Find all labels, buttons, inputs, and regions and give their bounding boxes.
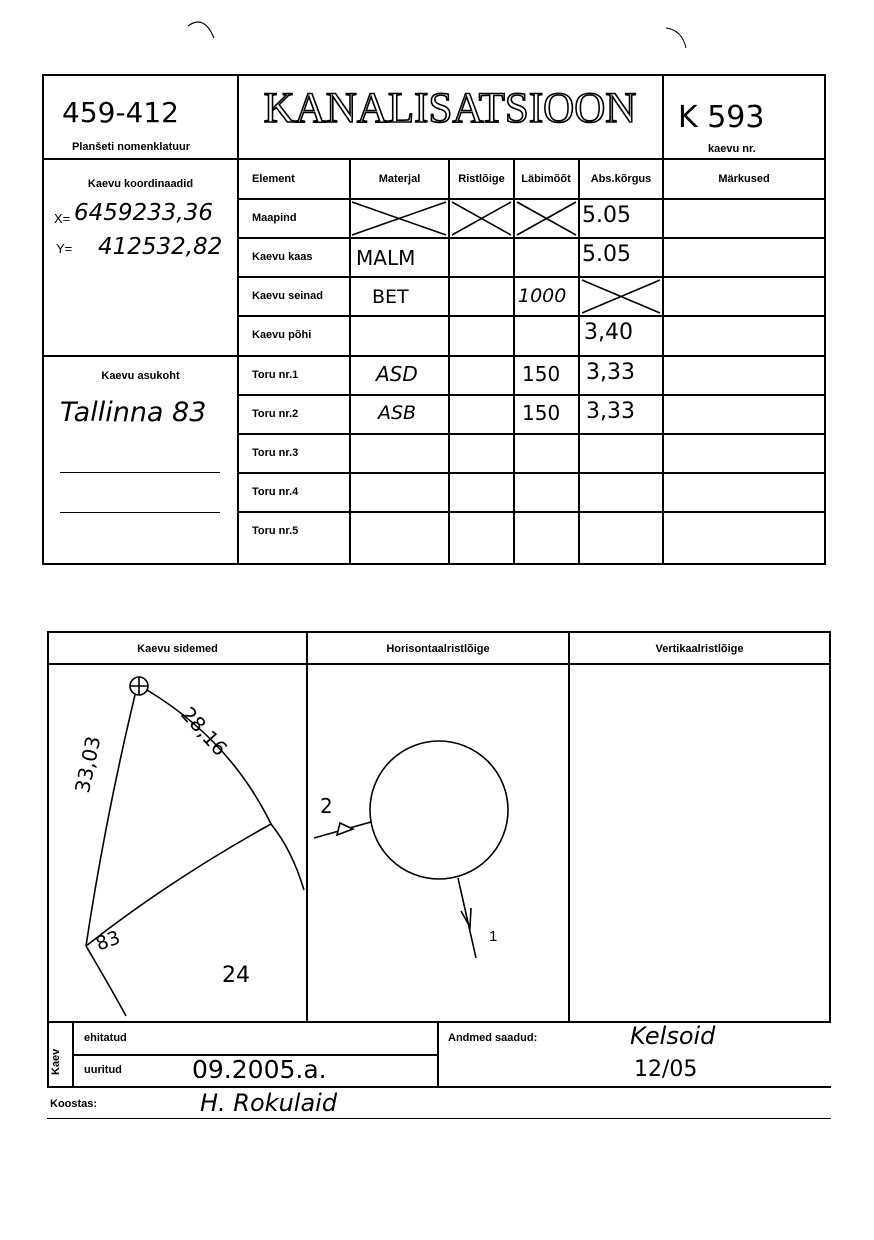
coordinates-label: Kaevu koordinaadid — [87, 178, 194, 190]
tie-line-left — [86, 695, 135, 946]
form-title: KANALISATSIOON — [263, 85, 637, 132]
footer-side-label: Kaev — [50, 1048, 62, 1075]
surveyed-value: 09.2005.a. — [192, 1055, 327, 1084]
well-number-value: K 593 — [678, 100, 765, 135]
cell-bottom-abs: 3,40 — [584, 320, 633, 345]
tie-line-extension — [271, 824, 304, 890]
dim-28-16: 28,16 — [176, 702, 233, 761]
dim-33-03: 33,03 — [70, 733, 106, 795]
cell-ground-abs: 5.05 — [582, 203, 631, 228]
sketch-header-links: Kaevu sidemed — [137, 643, 218, 655]
data-received-date: 12/05 — [634, 1057, 698, 1082]
row-label-cover: Kaevu kaas — [252, 251, 313, 263]
data-received-label: Andmed saadud: — [448, 1032, 538, 1044]
header-notes: Märkused — [718, 173, 770, 185]
cell-pipe1-material: ASD — [376, 362, 418, 386]
cell-cover-material: MALM — [356, 246, 416, 270]
row-label-pipe-2: Toru nr.2 — [252, 408, 299, 420]
well-circle — [370, 741, 508, 879]
surveyed-label: uuritud — [84, 1064, 122, 1076]
compiled-label: Koostas: — [50, 1098, 98, 1110]
row-label-pipe-5: Toru nr.5 — [252, 525, 299, 537]
row-label-walls: Kaevu seinad — [252, 290, 323, 302]
cell-cover-abs: 5.05 — [582, 242, 631, 267]
row-label-bottom: Kaevu põhi — [252, 329, 312, 341]
header-material: Materjal — [378, 173, 421, 185]
row-label-pipe-4: Toru nr.4 — [252, 486, 299, 498]
location-label: Kaevu asukoht — [101, 370, 180, 382]
location-value: Tallinna 83 — [60, 397, 207, 428]
header-cross-section: Ristlõige — [458, 173, 505, 185]
cell-pipe1-abs: 3,33 — [586, 360, 635, 385]
header-diameter: Läbimõõt — [521, 173, 571, 185]
dim-24: 24 — [222, 963, 250, 988]
cell-pipe2-diameter: 150 — [522, 401, 561, 425]
dim-83: 83 — [92, 926, 124, 956]
x-prefix: X= — [54, 211, 71, 226]
y-prefix: Y= — [56, 241, 73, 256]
sketch-header-vertical: Vertikaalristlõige — [655, 643, 744, 655]
compiled-value: H. Rokulaid — [200, 1089, 338, 1117]
cell-pipe1-diameter: 150 — [522, 362, 561, 386]
header-element: Element — [252, 173, 295, 185]
tie-line-right — [147, 690, 271, 824]
x-coordinate-value: 6459233,36 — [74, 200, 214, 226]
row-label-pipe-1: Toru nr.1 — [252, 369, 299, 381]
well-number-label: kaevu nr. — [708, 143, 756, 155]
plan-nomenclature-label: Planšeti nomenklatuur — [72, 141, 190, 153]
cell-walls-diameter: 1000 — [518, 285, 567, 307]
pipe-in-label: 2 — [320, 794, 333, 818]
header-abs-height: Abs.kõrgus — [590, 173, 652, 185]
cell-walls-material: BET — [372, 286, 409, 308]
cell-pipe2-material: ASB — [378, 402, 417, 424]
pipe-out-label: 1 — [489, 928, 498, 945]
building-edge-lower — [86, 946, 126, 1016]
cell-pipe2-abs: 3,33 — [586, 399, 635, 424]
plan-nomenclature-value: 459-412 — [62, 96, 179, 129]
sketch-header-horizontal: Horisontaalristlõige — [386, 643, 490, 655]
pipe-out — [458, 878, 476, 958]
data-received-name: Kelsoid — [630, 1022, 716, 1050]
y-coordinate-value: 412532,82 — [98, 234, 223, 260]
row-label-pipe-3: Toru nr.3 — [252, 447, 299, 459]
built-label: ehitatud — [84, 1032, 127, 1044]
row-label-ground: Maapind — [252, 212, 297, 224]
